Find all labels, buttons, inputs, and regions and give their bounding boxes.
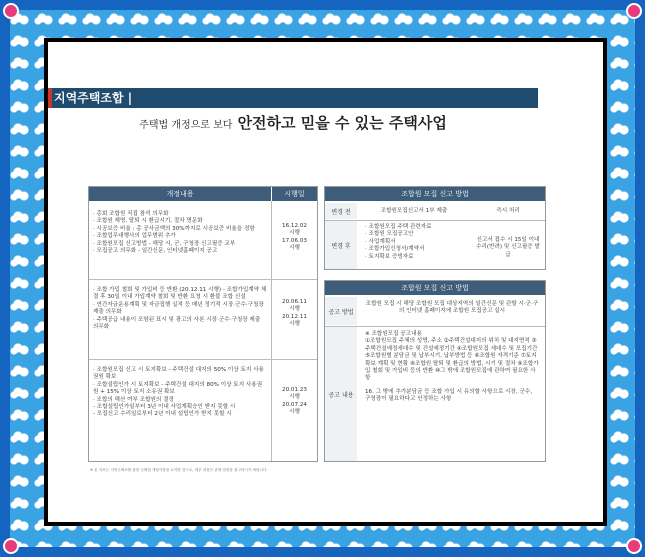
footnote: ※ 본 자료는 지역주택조합 관련 주택법 개정사항을 요약한 것으로, 세부 내용은 관계 법령을 참고하시기 바랍니다. [90,468,268,472]
corner-dot-top-right [626,3,642,19]
date-text: 시행 [289,394,300,401]
row-date [272,385,317,419]
table-row [89,365,271,455]
subtitle-big: 안전하고 믿을 수 있는 주택사업 [237,114,447,132]
col-header-content: 개정내용 [89,187,271,201]
row-line: - 조합설립인가일부터 3년 이내 사업계획승인 받지 못할 시 [93,404,236,411]
date-text: 시행 [289,321,300,328]
row-date [272,297,317,331]
content-text [361,329,543,406]
row-line: · 조합설립인가 시 토지확보 - 주택건설 대지의 80% 이상 토지 사용권원 + 15% 이상 토지 소유권 확보 [93,381,263,396]
content-line: ①조합원모집 주체의 성명, 주소 ②주택건설대지의 위치 및 대지면적 ③주택건설예정세대수 및 건설예정기간 ④조합원모집 세대수 및 모집기간 ⑤조합원별 분담금 및 납부시기, 납부방법 등 ⑥조합원 자격기준 ⑦토지확보 계획 및 현황 ⑧조합원 탈퇴 및 환급의 방법, 시기 및 절차 ⑨조합가입 철회 및 가입비 등의 반환 ⑩그 밖에 조합원모집에 관하여 필요한 사항 [365,338,539,382]
after-items [361,222,471,263]
row-line: · 조합업무대행사의 업무범위 추가 [93,233,176,240]
notice-table [324,280,546,462]
date-text: 16.12.02 [282,223,307,229]
row-line: · 주택공급 내용이 포함된 표시 및 광고의 사본 시장·군수·구청장 제출 의무화 [93,316,261,331]
row-line: · 조합원모집 신고방법 - 해당 시, 군, 구청장 신고필증 교부 [93,240,236,247]
recruitment-report-table [324,186,546,270]
date-text: 시행 [289,306,300,313]
date-text: 20.06.11 [282,299,307,305]
page-subtitle [48,112,538,133]
content-line: 16. 그 밖에 추가분담금 등 조합 가입 시 유의할 사항으로 시장, 군수, 구청장이 필요하다고 인정하는 사항 [365,388,533,403]
before-result: 즉시 처리 [496,208,520,214]
table-title: 조합원 모집 신고 방법 [325,281,545,295]
corner-dot-bottom-left [3,538,19,554]
table-row [89,285,271,355]
date-text: 시행 [289,409,300,416]
subtitle-small: 주택법 개정으로 보다 [139,120,233,131]
content-line: ※ 조합원모집 공고내용 [365,331,422,337]
date-text: 20.12.11 [282,313,307,320]
list-item: · 사업계획서 [365,238,396,245]
table-row [89,209,271,273]
list-item: · 조합원모집 주택 관련자료 [365,224,432,230]
row-date [272,221,317,255]
date-text: 시행 [289,245,300,252]
method-label: 공고 방법 [325,297,357,325]
row-line: - 모집신고 수리일로부터 2년 이내 설립인가 받지 못할 시 [93,411,232,418]
row-line: · 조합의 해산 여부 조합원의 결정 [93,396,174,403]
list-item: · 토지확보 증빙자료 [365,253,414,260]
row-line: · 총회 조합원 직접 참석 의무화 [93,211,169,217]
row-line: · 조합원 제명, 탈퇴 시 환급시기, 절차 명문화 [93,218,203,225]
amendment-table [88,186,318,462]
date-text: 20.07.24 [282,401,307,408]
date-text: 20.01.23 [282,387,307,393]
list-item: · 조합가입신청서/계약서 [365,246,425,253]
row-line: · 시공보증 비율 : 총 공사금액의 30%까지로 시공보증 비율을 정함 [93,225,255,232]
row-line: · 모집공고 의무화 - 일간신문, 인터넷홈페이지 공고 [93,248,218,255]
section-title: 지역주택조합 | [54,91,133,105]
banner-accent [48,88,52,108]
corner-dot-bottom-right [626,538,642,554]
table-title: 조합원 모집 신고 방법 [325,187,545,201]
before-label: 변경 전 [325,203,357,219]
after-result: 신고서 접수 시 15일 이내 수리(반려) 및 신고필증 발급 [476,237,540,258]
content-label: 공고 내용 [325,327,357,461]
corner-dot-top-left [3,3,19,19]
row-line: · 조합 가입 철회 및 가입비 등 반환 (20.12.11 시행) - 조합가입계약 체결 후 30일 이내 가입계약 철회 및 반환 요청 시 환불 조합 신설 [93,287,267,301]
col-header-date: 시행일 [272,187,317,201]
list-item: · 조합원 모집공고안 [365,231,414,238]
before-text: 조합원모집신고서 1부 제출 [380,208,448,214]
after-label: 변경 후 [325,221,357,269]
date-text: 시행 [289,230,300,237]
date-text: 17.06.03 [282,237,307,244]
row-line: · 연간자금운용계획 및 자금집행 실적 등 매년 정기적 시장·군수·구청장 제출 의무화 [93,301,264,316]
method-text: 조합원 모집 시 해당 조합원 모집 대상지역의 일간신문 및 관할 시·군·구의 인터넷 홈페이지에 조합원 모집공고 실시 [365,301,539,315]
row-line: · 조합원모집 신고 시 토지확보 - 주택건설 대지의 50% 이상 토지 사용권원 확보 [93,367,264,381]
section-banner [48,88,538,108]
